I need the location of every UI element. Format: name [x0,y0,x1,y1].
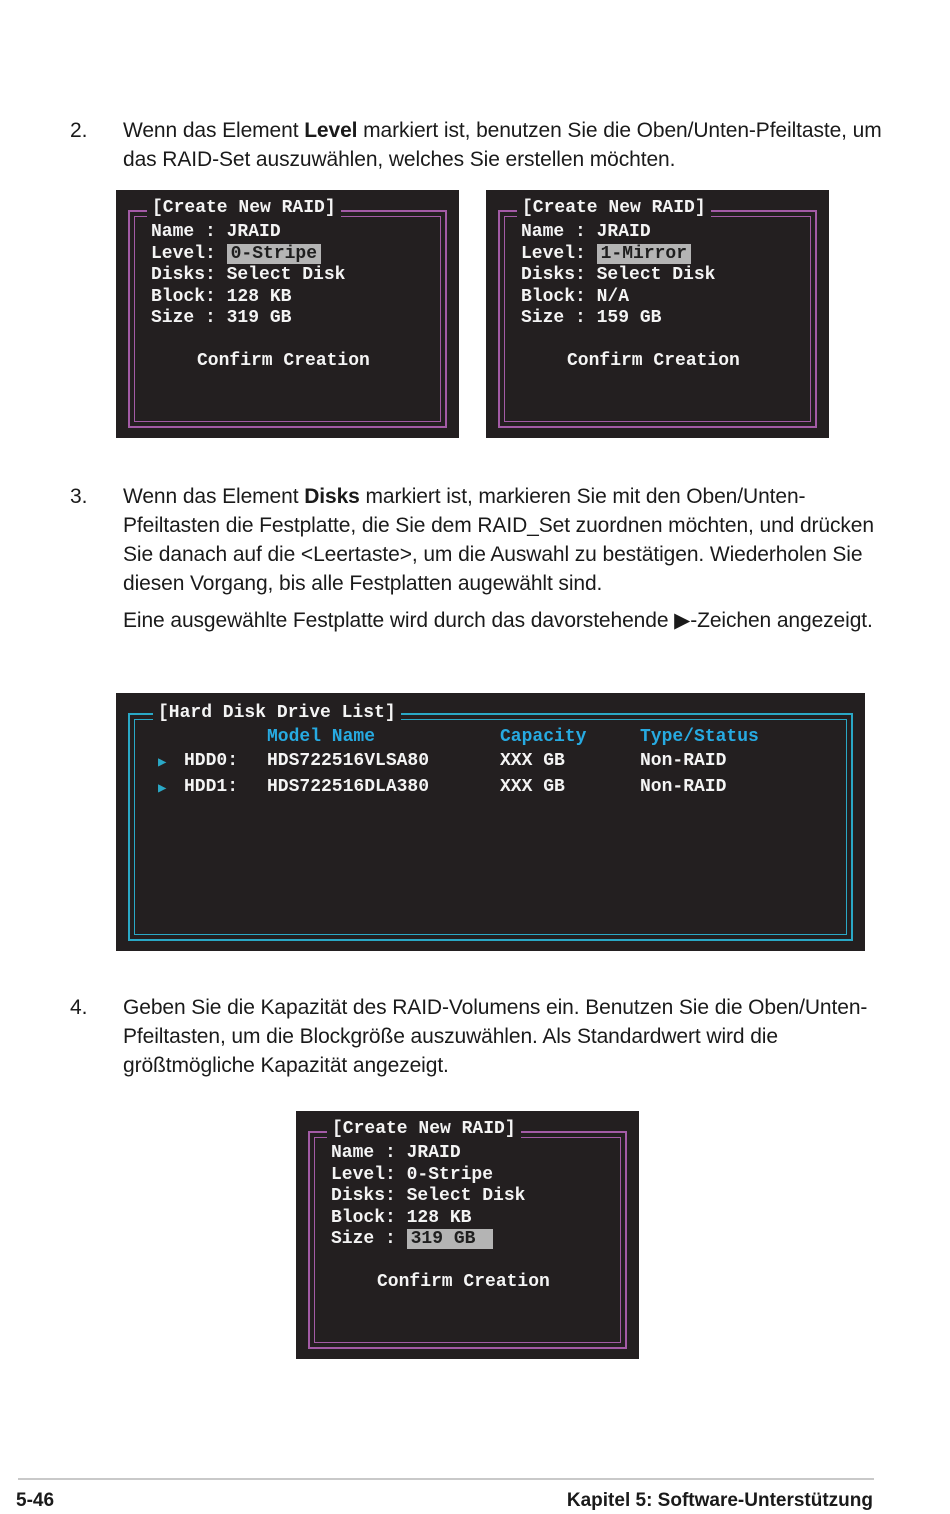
disks-row: Disks: Select Disk [151,265,346,285]
disk-type: Non-RAID [640,777,727,797]
disk-model: HDS722516DLA380 [267,777,430,797]
size-input-selected[interactable]: 319 GB [407,1229,494,1249]
selected-triangle-icon: ▶ [158,755,167,771]
step-number: 3. [70,485,88,508]
size-row: Size : 319 GB [151,308,292,328]
disk-model: HDS722516VLSA80 [267,751,430,771]
box-title: [Create New RAID] [517,198,711,218]
column-header-model: Model Name [267,727,376,747]
level-row: Level: 0-Stripe [331,1165,494,1185]
step-number: 2. [70,119,88,142]
column-header-type: Type/Status [640,727,759,747]
disks-row: Disks: Select Disk [331,1186,526,1206]
confirm-creation-button[interactable]: Confirm Creation [567,351,740,371]
chapter-title: Kapitel 5: Software-Unterstützung [566,1490,873,1511]
step-note: Eine ausgewählte Festplatte wird durch das davorstehende ▶-Zeichen angezeigt. [123,609,873,632]
create-raid-box-size [296,1111,639,1359]
level-row[interactable]: Level: 1-Mirror [521,243,691,265]
level-row[interactable]: Level: 0-Stripe [151,243,321,265]
bold-term: Disks [304,485,360,508]
block-row: Block: N/A [521,287,630,307]
box-title: [Create New RAID] [147,198,341,218]
triangle-icon: ▶ [674,609,691,632]
name-row: Name : JRAID [331,1143,461,1163]
level-value-selected[interactable]: 1-Mirror [597,244,691,264]
page-number: 5-46 [16,1490,55,1511]
level-value-selected[interactable]: 0-Stripe [227,244,321,264]
name-row: Name : JRAID [521,222,651,242]
footer-divider [18,1478,874,1480]
bold-term: Level [304,119,358,142]
disks-row: Disks: Select Disk [521,265,716,285]
hard-disk-drive-list [116,693,865,951]
step-text: Geben Sie die Kapazität des RAID-Volumens ein. Benutzen Sie die Oben/Unten-Pfeiltasten, um die Blockgröße auszuwählen. Als Standardwert wird die größtmögliche Kapazität angezeigt. [123,996,868,1077]
size-row[interactable]: Size : 319 GB [331,1228,493,1250]
confirm-creation-button[interactable]: Confirm Creation [377,1272,550,1292]
disk-capacity: XXX GB [500,751,565,771]
disk-id: HDD0: [184,751,239,771]
disk-capacity: XXX GB [500,777,565,797]
create-raid-box-stripe [116,190,459,438]
confirm-creation-button[interactable]: Confirm Creation [197,351,370,371]
disk-id: HDD1: [184,777,239,797]
box-title: [Create New RAID] [327,1119,521,1139]
list-title: [Hard Disk Drive List] [153,703,401,723]
step-number: 4. [70,996,88,1019]
disk-type: Non-RAID [640,751,727,771]
name-row: Name : JRAID [151,222,281,242]
selected-triangle-icon: ▶ [158,781,167,797]
column-header-capacity: Capacity [500,727,587,747]
step-text: Wenn das Element Disks markiert ist, markieren Sie mit den Oben/Unten-Pfeiltasten die Festplatte, die Sie dem RAID_Set zuordnen möchten, und drücken Sie danach auf die <Leertaste>, um die Auswahl zu bestätigen. Wiederholen Sie diesen Vorgang, bis alle Festplatten augewählt sind. [123,485,874,595]
block-row: Block: 128 KB [151,287,292,307]
create-raid-box-mirror [486,190,829,438]
block-row: Block: 128 KB [331,1208,472,1228]
step-text: Wenn das Element Level markiert ist, benutzen Sie die Oben/Unten-Pfeiltaste, um das RAID-Set auszuwählen, welches Sie erstellen möchten. [123,119,882,171]
size-row: Size : 159 GB [521,308,662,328]
